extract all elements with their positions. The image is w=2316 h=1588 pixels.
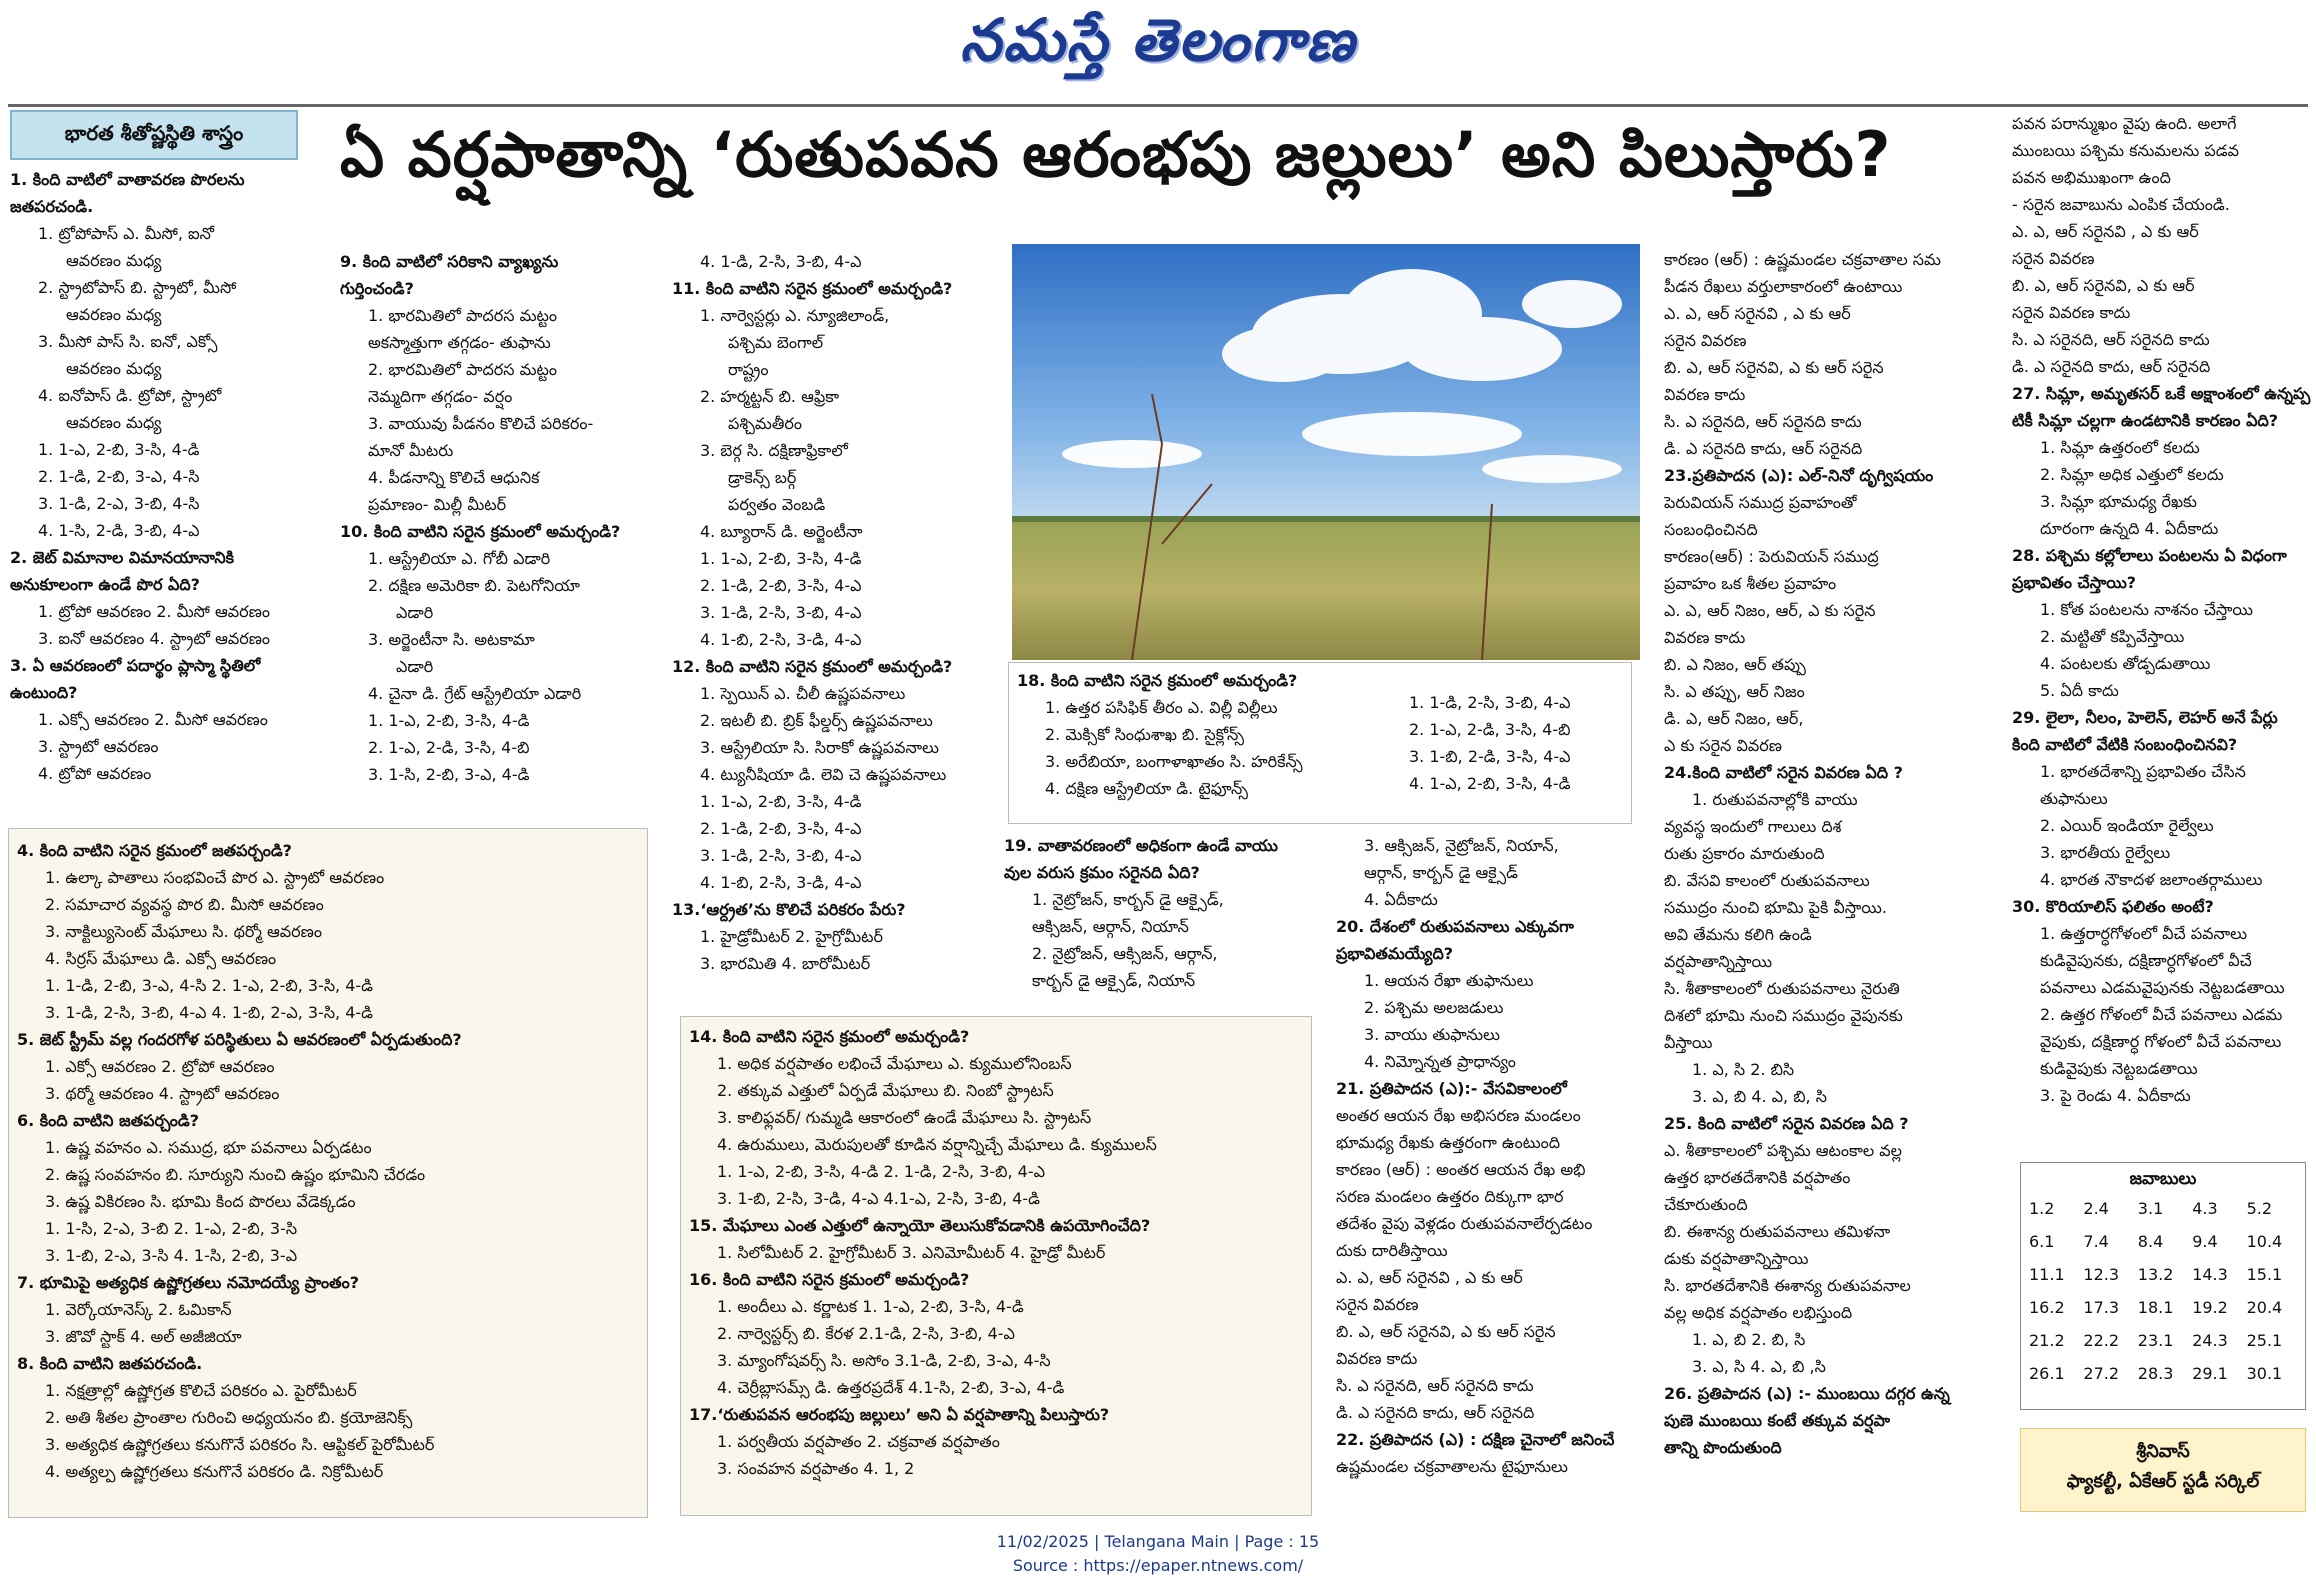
answer-item: 6.1 bbox=[2029, 1232, 2055, 1251]
text-line: 1. ఉత్తరార్ధగోళంలో వీచే పవనాలు bbox=[2040, 924, 2248, 943]
answer-item: 27.2 bbox=[2083, 1364, 2120, 1383]
text-line: 3. నాక్టిల్యుసెంట్ మేఘాలు సి. థర్మో ఆవరణం bbox=[45, 922, 322, 941]
text-line: ఎ. ఎ, ఆర్ సరైనవి , ఎ కు ఆర్ bbox=[1664, 304, 1851, 323]
text-line: 2. తక్కువ ఎత్తులో ఏర్పడే మేఘాలు బి. నింబో స్ట్రాటస్ bbox=[717, 1081, 1054, 1100]
text-line: 3. స్ట్రాటో ఆవరణం bbox=[38, 737, 159, 756]
text-line: 1. రుతుపవనాల్లోకి వాయు bbox=[1692, 790, 1858, 809]
author-name: శ్రీనివాస్ bbox=[2136, 1441, 2190, 1462]
answer-item: 14.3 bbox=[2192, 1265, 2228, 1284]
text-line: రాష్ట్రం bbox=[728, 360, 769, 379]
answer-item: 8.4 bbox=[2137, 1232, 2164, 1251]
text-line: 2. మట్టితో కప్పివేస్తాయి bbox=[2040, 627, 2185, 646]
text-line: సరైన వివరణ bbox=[2012, 249, 2095, 268]
question-line: పుణె ముంబయి కంటే తక్కువ వర్షపా bbox=[1664, 1411, 1890, 1430]
column-5 bbox=[1336, 832, 1652, 1518]
text-line: 3. సంవహన వర్షపాతం 4. 1, 2 bbox=[717, 1459, 915, 1478]
text-line: రుతు ప్రకారం మారుతుంది bbox=[1664, 844, 1825, 863]
text-line: 3. 1-డి, 2-సి, 3-బి, 4-ఎ bbox=[700, 603, 862, 622]
answer-item: 9.4 bbox=[2192, 1232, 2218, 1251]
text-line: 3. పై రెండు 4. ఏదీకాదు bbox=[2040, 1086, 2191, 1105]
question-line: 29. లైలా, నీలం, హెలెన్, లెహర్ అనే పేర్లు bbox=[2012, 708, 2278, 727]
text-line: 2. సమాచార వ్యవస్థ పొర బి. మీసో ఆవరణం bbox=[45, 895, 324, 914]
text-line: అవి తేమను కలిగి ఉండి bbox=[1664, 925, 1812, 944]
question-line: 1. కింది వాటిలో వాతావరణ పొరలను bbox=[10, 170, 245, 189]
question-line: 16. కింది వాటిని సరైన క్రమంలో అమర్చండి? bbox=[689, 1270, 970, 1289]
text-line: 4. చైనా డి. గ్రేట్ ఆస్ట్రేలియా ఎడారి bbox=[368, 684, 582, 703]
text-line: 3. 1-బి, 2-ఎ, 3-సి 4. 1-సి, 2-బి, 3-ఎ bbox=[45, 1246, 298, 1265]
text-line: డుకు వర్షపాతాన్నిస్తాయి bbox=[1664, 1249, 1809, 1268]
column-7 bbox=[2012, 110, 2312, 1156]
text-line: 1. నక్షత్రాల్లో ఉష్ణోగ్రత కొలిచే పరికరం ఎ. పైరోమీటర్ bbox=[45, 1381, 357, 1400]
text-line: సి. ఎ తప్పు, ఆర్ నిజం bbox=[1664, 682, 1805, 701]
text-line: డ్రాకెన్స్ బర్గ్ bbox=[728, 468, 797, 487]
text-line: 1. కోత పంటలను నాశనం చేస్తాయి bbox=[2040, 600, 2253, 619]
text-line: 2. మెక్సికో సింధుశాఖ బి. సైక్లోన్స్ bbox=[1045, 725, 1244, 744]
text-line: కుడివైపునకు, దక్షిణార్ధగోళంలో వీచే bbox=[2040, 951, 2252, 970]
text-line: 4. చెర్రీబ్లాసమ్స్ డి. ఉత్తరప్రదేశ్ 4.1-సి, 2-బి, 3-ఎ, 4-డి bbox=[717, 1378, 1065, 1397]
text-line: సి. ఎ సరైనది, ఆర్ సరైనది కాదు bbox=[1336, 1376, 1534, 1395]
text-line: బి. ఎ, ఆర్ సరైనవి, ఎ కు ఆర్ సరైన bbox=[1336, 1322, 1556, 1341]
text-line: ఉత్తర భారతదేశానికి వర్షపాతం bbox=[1664, 1168, 1851, 1187]
text-line: ఆక్సిజన్, ఆర్గాన్, నియాన్ bbox=[1032, 917, 1189, 936]
text-line: 3. అర్జెంటీనా సి. అటకామా bbox=[368, 630, 535, 649]
text-line: 4. 1-బి, 2-సి, 3-డి, 4-ఎ bbox=[700, 873, 862, 892]
text-line: 1. సిమ్లా ఉత్తరంలో కలదు bbox=[2040, 438, 2200, 457]
answer-item: 17.3 bbox=[2083, 1298, 2120, 1317]
text-line: 2. పశ్చిమ అలజడులు bbox=[1364, 998, 1504, 1017]
text-line: బి. ఎ, ఆర్ సరైనవి, ఎ కు ఆర్ bbox=[2012, 276, 2195, 295]
column-1 bbox=[10, 166, 340, 806]
text-line: 3. ఎ, సి 4. ఎ, బి ,సి bbox=[1692, 1357, 1826, 1376]
text-line: డి. ఎ సరైనది కాదు, ఆర్ సరైనది bbox=[1336, 1403, 1535, 1422]
question-line: 11. కింది వాటిని సరైన క్రమంలో అమర్చండి? bbox=[672, 279, 953, 298]
text-line: ఆవరణం మధ్య bbox=[66, 305, 162, 324]
text-line: భూమధ్య రేఖకు ఉత్తరంగా ఉంటుంది bbox=[1336, 1133, 1561, 1152]
text-line: దూరంగా ఉన్నది 4. ఏదీకాదు bbox=[2040, 519, 2219, 538]
text-line: 2. 1-డి, 2-బి, 3-సి, 4-ఎ bbox=[700, 819, 862, 838]
text-line: 3. భారతీయ రైల్వేలు bbox=[2040, 843, 2171, 862]
text-line: 3. మ్యాంగోషవర్స్ సి. అసోం 3.1-డి, 2-బి, 3-ఎ, 4-సి bbox=[717, 1351, 1051, 1370]
text-line: 1. సిలోమీటర్ 2. హైగ్రోమీటర్ 3. ఎనిమోమీటర్ 4. హైడ్రో మీటర్ bbox=[717, 1243, 1106, 1262]
text-line: సి. శీతాకాలంలో రుతుపవనాలు నైరుతి bbox=[1664, 979, 1900, 998]
text-line: 4. ట్యునీషియా డి. లెవి చె ఉష్ణపవనాలు bbox=[700, 765, 947, 784]
text-line: చేకూరుతుంది bbox=[1664, 1195, 1748, 1214]
text-line: 1. స్పెయిన్ ఎ. చీలీ ఉష్ణపవనాలు bbox=[700, 684, 906, 703]
question-line: తాన్ని పొందుతుంది bbox=[1664, 1438, 1782, 1457]
text-line: 1. నార్వెస్టర్లు ఎ. న్యూజిలాండ్, bbox=[700, 306, 890, 325]
text-line: 1. ట్రోపో ఆవరణం 2. మీసో ఆవరణం bbox=[38, 602, 270, 621]
landscape-photo bbox=[1012, 244, 1640, 660]
question-line: 18. కింది వాటిని సరైన క్రమంలో అమర్చండి? bbox=[1017, 671, 1298, 690]
text-line: 1. 1-ఎ, 2-బి, 3-సి, 4-డి 2. 1-డి, 2-సి, 3-బి, 4-ఎ bbox=[717, 1162, 1046, 1181]
answer-item: 28.3 bbox=[2137, 1364, 2174, 1383]
text-line: తుఫానులు bbox=[2040, 789, 2108, 808]
question-line: 19. వాతావరణంలో అధికంగా ఉండే వాయు bbox=[1004, 836, 1278, 855]
text-line: 2. 1-ఎ, 2-డి, 3-సి, 4-బి bbox=[1409, 720, 1571, 739]
text-line: సి. భారతదేశానికి ఈశాన్య రుతుపవనాల bbox=[1664, 1276, 1911, 1295]
text-line: 3. ఐనో ఆవరణం 4. స్ట్రాటో ఆవరణం bbox=[38, 629, 271, 648]
text-line: ఎ. ఎ, ఆర్ సరైనవి , ఎ కు ఆర్ bbox=[1336, 1268, 1523, 1287]
question-line: 20. దేశంలో రుతుపవనాలు ఎక్కువగా bbox=[1336, 917, 1574, 936]
column-2 bbox=[340, 248, 670, 808]
text-line: 3. జొవో స్టాక్ 4. అల్ అజీజియా bbox=[45, 1327, 242, 1346]
text-line: 3. ఉష్ణ వికిరణం సి. భూమి కింద పొరలు వేడెక్కడం bbox=[45, 1192, 356, 1211]
answer-item: 11.1 bbox=[2029, 1265, 2065, 1284]
text-line: వ్యవస్థ ఇందులో గాలులు దిశ bbox=[1664, 817, 1842, 836]
answer-item: 15.1 bbox=[2246, 1265, 2283, 1284]
question-line: 5. జెట్ స్ట్రీమ్ వల్ల గందరగోళ పరిస్థితులు ఏ ఆవరణంలో ఏర్పడుతుంది? bbox=[17, 1030, 462, 1049]
text-line: బి. ఎ నిజం, ఆర్ తప్పు bbox=[1664, 655, 1806, 674]
text-line: 3. కాలిఫ్లవర్/ గుమ్మడి ఆకారంలో ఉండే మేఘాలు సి. స్ట్రాటస్ bbox=[717, 1108, 1092, 1127]
question-box-middle bbox=[680, 1016, 1312, 1516]
answer-item: 1.2 bbox=[2029, 1199, 2055, 1218]
question-line: ఉంటుంది? bbox=[10, 683, 78, 702]
column-6 bbox=[1664, 246, 2004, 1518]
text-line: 1. ఉష్ణ వహనం ఎ. సముద్ర, భూ పవనాలు ఏర్పడటం bbox=[45, 1138, 372, 1157]
text-line: వీస్తాయి bbox=[1664, 1033, 1713, 1052]
text-line: 2. 1-డి, 2-బి, 3-ఎ, 4-సి bbox=[38, 467, 200, 486]
text-line: 4. ఐనోపాస్ డి. ట్రోపో, స్ట్రాటో bbox=[38, 386, 222, 405]
footer-source-line[interactable]: Source : https://epaper.ntnews.com/ bbox=[1012, 1556, 1304, 1575]
text-line: 1. భారమితిలో పాదరస మట్టం bbox=[368, 306, 557, 325]
author-role: ఫ్యాకల్టీ, ఏకేఆర్ స్టడీ సర్కిల్ bbox=[2066, 1471, 2260, 1492]
text-line: కారణం(ఆర్) : పెరువియన్ సముద్ర bbox=[1664, 547, 1879, 566]
text-line: 2. భారమితిలో పాదరస మట్టం bbox=[368, 360, 557, 379]
text-line: సరైన వివరణ bbox=[1664, 331, 1747, 350]
question-line: 8. కింది వాటిని జతపరచండి. bbox=[17, 1354, 203, 1373]
answer-item: 21.2 bbox=[2029, 1331, 2065, 1350]
question-line: 15. మేఘాలు ఎంత ఎత్తులో ఉన్నాయో తెలుసుకోవడానికి ఉపయోగించేది? bbox=[689, 1216, 1151, 1235]
text-line: పర్వతం వెంబడి bbox=[728, 495, 826, 514]
text-line: కుడివైపుకు నెట్టబడతాయి bbox=[2040, 1059, 2198, 1078]
text-line: వైపుకు, దక్షిణార్ధ గోళంలో వీచే పవనాలు bbox=[2040, 1032, 2282, 1051]
question-line: 22. ప్రతిపాదన (ఎ) : దక్షిణ చైనాలో జనించే bbox=[1336, 1430, 1615, 1449]
text-line: 2. నార్వెస్టర్స్ బి. కేరళ 2.1-డి, 2-సి, 3-బి, 4-ఎ bbox=[717, 1324, 1015, 1343]
text-line: వివరణ కాదు bbox=[1664, 385, 1746, 404]
text-line: 1. ఆస్ట్రేలియా ఎ. గోబీ ఎడారి bbox=[368, 549, 551, 568]
question-line: 9. కింది వాటిలో సరికాని వ్యాఖ్యను bbox=[340, 252, 559, 271]
text-line: దిశలో భూమి నుంచి సముద్రం వైపునకు bbox=[1664, 1006, 1903, 1025]
answer-item: 30.1 bbox=[2246, 1364, 2283, 1383]
answer-item: 25.1 bbox=[2246, 1331, 2283, 1350]
text-line: 5. ఏదీ కాదు bbox=[2040, 681, 2119, 700]
text-line: 1. ఎ, సి 2. బిసి bbox=[1692, 1060, 1795, 1079]
text-line: 2. ఉత్తర గోళంలో వీచే పవనాలు ఎడమ bbox=[2040, 1005, 2283, 1024]
text-line: 3. 1-సి, 2-బి, 3-ఎ, 4-డి bbox=[368, 765, 530, 784]
text-line: ఎ. ఎ, ఆర్ సరైనవి , ఎ కు ఆర్ bbox=[2012, 222, 2199, 241]
text-line: బి. వేసవి కాలంలో రుతుపవనాలు bbox=[1664, 871, 1870, 890]
text-line: 2. స్ట్రాటోపాస్ బి. స్ట్రాటో, మీసో bbox=[38, 278, 237, 297]
text-line: 3. 1-బి, 2-డి, 3-సి, 4-ఎ bbox=[1409, 747, 1571, 766]
answer-item: 26.1 bbox=[2029, 1364, 2065, 1383]
question-18-options bbox=[1409, 689, 1629, 819]
answer-item: 29.1 bbox=[2192, 1364, 2228, 1383]
answer-item: 24.3 bbox=[2192, 1331, 2228, 1350]
question-line: 24.కింది వాటిలో సరైన వివరణ ఏది ? bbox=[1664, 763, 1903, 782]
question-line: కింది వాటిలో వేటికి సంబంధించినవి? bbox=[2012, 735, 2238, 754]
text-line: ఆవరణం మధ్య bbox=[66, 413, 162, 432]
author-box bbox=[2020, 1428, 2306, 1512]
footer-date-line: 11/02/2025 | Telangana Main | Page : 15 bbox=[996, 1532, 1320, 1551]
text-line: 3. బెర్గ సి. దక్షిణాఫ్రికాలో bbox=[700, 441, 848, 460]
text-line: 4. 1-ఎ, 2-బి, 3-సి, 4-డి bbox=[1409, 774, 1571, 793]
answer-item: 12.3 bbox=[2083, 1265, 2120, 1284]
answer-item: 7.4 bbox=[2083, 1232, 2109, 1251]
text-line: పశ్చిమ బెంగాల్ bbox=[728, 333, 824, 352]
text-line: ప్రవాహం ఒక శీతల ప్రవాహం bbox=[1664, 574, 1837, 593]
text-line: 1. 1-డి, 2-బి, 3-ఎ, 4-సి 2. 1-ఎ, 2-బి, 3-సి, 4-డి bbox=[45, 976, 374, 995]
text-line: 1. ట్రోపోపాస్ ఎ. మీసో, ఐనో bbox=[38, 224, 215, 243]
text-line: బి. ఈశాన్య రుతుపవనాలు తమిళనా bbox=[1664, 1222, 1891, 1241]
text-line: సముద్రం నుంచి భూమి పైకి వీస్తాయి. bbox=[1664, 898, 1887, 917]
text-line: డి. ఎ, ఆర్ నిజం, ఆర్, bbox=[1664, 709, 1804, 728]
text-line: పశ్చిమతీరం bbox=[728, 414, 802, 433]
footer bbox=[0, 1530, 2316, 1578]
question-box-photo bbox=[1008, 662, 1632, 824]
text-line: 2. ఇటలీ బి. బ్రిక్ ఫీల్డర్స్ ఉష్ణపవనాలు bbox=[700, 711, 933, 730]
text-line: కార్బన్ డై ఆక్సైడ్, నియాన్ bbox=[1032, 971, 1196, 990]
text-line: సంబంధించినది bbox=[1664, 520, 1758, 539]
text-line: 4. 1-బి, 2-సి, 3-డి, 4-ఎ bbox=[700, 630, 862, 649]
question-line: 14. కింది వాటిని సరైన క్రమంలో అమర్చండి? bbox=[689, 1027, 970, 1046]
question-line: 4. కింది వాటిని సరైన క్రమంలో జతపర్చండి? bbox=[17, 841, 292, 860]
text-line: 4. పీడనాన్ని కొలిచే ఆధునిక bbox=[368, 468, 540, 487]
question-line: టికీ సిమ్లా చల్లగా ఉండటానికి కారణం ఏది? bbox=[2012, 411, 2279, 430]
text-line: 1. ఉత్తర పసిఫిక్ తీరం ఎ. విల్లీ విల్లీలు bbox=[1045, 698, 1278, 717]
question-line: 26. ప్రతిపాదన (ఎ) :- ముంబయి దగ్గర ఉన్న bbox=[1664, 1384, 1950, 1403]
text-line: 4. అత్యల్ప ఉష్ణోగ్రతలు కనుగొనే పరికరం డి. నిక్రోమీటర్ bbox=[45, 1462, 384, 1481]
answer-key-title: జవాబులు bbox=[2129, 1169, 2197, 1189]
question-line: 27. సిమ్లా, అమృతసర్ ఒకే అక్షాంశంలో ఉన్నప్ప bbox=[2012, 384, 2311, 403]
text-line: 3. భారమితి 4. బారోమీటర్ bbox=[700, 954, 871, 973]
text-line: ఎ. ఎ, ఆర్ నిజం, ఆర్, ఎ కు సరైన bbox=[1664, 601, 1876, 620]
question-line: ప్రభావితమయ్యేది? bbox=[1336, 944, 1454, 963]
text-line: 2. నైట్రోజన్, ఆక్సిజన్, ఆర్గాన్, bbox=[1032, 944, 1218, 963]
question-line: 21. ప్రతిపాదన (ఎ):- వేసవికాలంలో bbox=[1336, 1079, 1567, 1098]
text-line: డి. ఎ సరైనది కాదు, ఆర్ సరైనది bbox=[2012, 357, 2211, 376]
text-line: 1. హైడ్రోమీటర్ 2. హైగ్రోమీటర్ bbox=[700, 927, 883, 946]
question-line: ప్రభావితం చేస్తాయి? bbox=[2012, 573, 2137, 592]
text-line: 4. బ్యూరాన్ డి. అర్జెంటీనా bbox=[700, 522, 863, 541]
answer-item: 23.1 bbox=[2137, 1331, 2174, 1350]
text-line: 3. 1-డి, 2-సి, 3-బి, 4-ఎ 4. 1-బి, 2-ఎ, 3-సి, 4-డి bbox=[45, 1003, 374, 1022]
text-line: వర్షపాతాన్నిస్తాయి bbox=[1664, 952, 1773, 971]
answer-item: 16.2 bbox=[2029, 1298, 2065, 1317]
answer-item: 18.1 bbox=[2137, 1298, 2174, 1317]
question-line: 13.‘ఆర్ద్రత’ను కొలిచే పరికరం పేరు? bbox=[672, 900, 906, 919]
question-line: గుర్తించండి? bbox=[340, 279, 414, 298]
text-line: నెమ్మదిగా తగ్గడం- వర్షం bbox=[368, 387, 513, 406]
text-line: ఆర్గాన్, కార్బన్ డై ఆక్సైడ్ bbox=[1364, 863, 1518, 882]
text-line: 3. ఆక్సిజన్, నైట్రోజన్, నియాన్, bbox=[1364, 836, 1559, 855]
text-line: 4. ఉరుములు, మెరుపులతో కూడిన వర్షాన్నిచ్చే మేఘాలు డి. క్యుములస్ bbox=[717, 1135, 1157, 1154]
answer-item: 5.2 bbox=[2246, 1199, 2273, 1218]
text-line: 1. ఉల్కా పాతాలు సంభవించే పొర ఎ. స్ట్రాటో ఆవరణం bbox=[45, 868, 385, 887]
text-line: 4. ఏదీకాదు bbox=[1364, 890, 1438, 909]
text-line: 1. 1-సి, 2-ఎ, 3-బి 2. 1-ఎ, 2-బి, 3-సి bbox=[45, 1219, 298, 1238]
text-line: 3. ఎ, బి 4. ఎ, బి, సి bbox=[1692, 1087, 1827, 1106]
answer-item: 22.2 bbox=[2083, 1331, 2120, 1350]
answer-item: 19.2 bbox=[2192, 1298, 2228, 1317]
text-line: 3. వాయు తుఫానులు bbox=[1364, 1025, 1500, 1044]
text-line: 4. నిమ్నోన్నత ప్రాధాన్యం bbox=[1364, 1052, 1516, 1071]
question-line: 23.ప్రతిపాదన (ఎ): ఎల్-నినో దృగ్విషయం bbox=[1664, 466, 1934, 485]
text-line: 4. 1-డి, 2-సి, 3-బి, 4-ఎ bbox=[700, 252, 862, 271]
text-line: వివరణ కాదు bbox=[1336, 1349, 1418, 1368]
column-4 bbox=[1004, 832, 1346, 1002]
question-line: అనుకూలంగా ఉండే పొర ఏది? bbox=[10, 575, 200, 594]
answer-key-grid bbox=[2021, 1193, 2305, 1383]
text-line: 2. 1-డి, 2-బి, 3-సి, 4-ఎ bbox=[700, 576, 862, 595]
question-line: 7. భూమిపై అత్యధిక ఉష్ణోగ్రతలు నమోదయ్యే ప్రాంతం? bbox=[17, 1273, 360, 1292]
question-line: 17.‘రుతుపవన ఆరంభపు జల్లులు’ అని ఏ వర్షపాతాన్ని పిలుస్తారు? bbox=[689, 1405, 1110, 1424]
answer-item: 20.4 bbox=[2246, 1298, 2283, 1317]
text-line: 1. 1-ఎ, 2-బి, 3-సి, 4-డి bbox=[700, 792, 862, 811]
question-18-text bbox=[1017, 667, 1407, 817]
column-3 bbox=[672, 248, 1008, 1008]
question-line: జతపరచండి. bbox=[10, 197, 94, 216]
text-line: 2. దక్షిణ అమెరికా బి. పెటగోనియా bbox=[368, 576, 580, 595]
question-line: 10. కింది వాటిని సరైన క్రమంలో అమర్చండి? bbox=[340, 522, 621, 541]
text-line: 3. ఆస్ట్రేలియా సి. సిరాకో ఉష్ణపవనాలు bbox=[700, 738, 939, 757]
text-line: డి. ఎ సరైనది కాదు, ఆర్ సరైనది bbox=[1664, 439, 1863, 458]
text-line: 2. అతి శీతల ప్రాంతాల గురించి అధ్యయనం బి. క్రయోజెనిక్స్ bbox=[45, 1408, 413, 1427]
text-line: 3. 1-డి, 2-ఎ, 3-బి, 4-సి bbox=[38, 494, 200, 513]
text-line: అంతర ఆయన రేఖ అభిసరణ మండలం bbox=[1336, 1106, 1581, 1125]
masthead bbox=[0, 0, 2316, 96]
text-line: 4. ట్రోపో ఆవరణం bbox=[38, 764, 152, 783]
text-line: కారణం (ఆర్) : ఉష్ణమండల చక్రవాతాల సమ bbox=[1664, 250, 1941, 269]
text-line: 1. భారతదేశాన్ని ప్రభావితం చేసిన bbox=[2040, 762, 2246, 781]
text-line: సి. ఎ సరైనది, ఆర్ సరైనది కాదు bbox=[2012, 330, 2210, 349]
text-line: 3. సిమ్లా భూమధ్య రేఖకు bbox=[2040, 492, 2197, 511]
text-line: సి. ఎ సరైనది, ఆర్ సరైనది కాదు bbox=[1664, 412, 1862, 431]
answer-item: 2.4 bbox=[2083, 1199, 2109, 1218]
text-line: 1. ఎక్సో ఆవరణం 2. ట్రోపో ఆవరణం bbox=[45, 1057, 275, 1076]
text-line: ప్రమాణం- మిల్లీ మీటర్ bbox=[368, 495, 507, 514]
answer-item: 3.1 bbox=[2137, 1199, 2164, 1218]
text-line: 2. హర్మట్టన్ బి. ఆఫ్రికా bbox=[700, 387, 840, 406]
text-line: తదేశం వైపు వెళ్లడం రుతుపవనాలేర్పడటం bbox=[1336, 1214, 1593, 1233]
answer-item: 10.4 bbox=[2246, 1232, 2283, 1251]
text-line: వివరణ కాదు bbox=[1664, 628, 1746, 647]
text-line: 1. అధిక వర్షపాతం లభించే మేఘాలు ఎ. క్యుములోనింబస్ bbox=[717, 1054, 1072, 1073]
text-line: బి. ఎ, ఆర్ సరైనవి, ఎ కు ఆర్ సరైన bbox=[1664, 358, 1884, 377]
text-line: 2. సిమ్లా అధిక ఎత్తులో కలదు bbox=[2040, 465, 2224, 484]
text-line: సరణ మండలం ఉత్తరం దిక్కుగా భార bbox=[1336, 1187, 1564, 1206]
text-line: 4. 1-సి, 2-డి, 3-బి, 4-ఎ bbox=[38, 521, 200, 540]
text-line: మానో మీటరు bbox=[368, 441, 454, 460]
text-line: 1. వెర్కోయానెస్క్ 2. ఓమికాన్ bbox=[45, 1300, 232, 1319]
text-line: 4. సిర్రస్ మేఘాలు డి. ఎక్సో ఆవరణం bbox=[45, 949, 277, 968]
text-line: పవనాలు ఎడమవైపునకు నెట్టబడతాయి bbox=[2040, 978, 2285, 997]
text-line: 3. థర్మో ఆవరణం 4. స్ట్రాటో ఆవరణం bbox=[45, 1084, 280, 1103]
text-line: పీడన రేఖలు వర్తులాకారంలో ఉంటాయి bbox=[1664, 277, 1903, 296]
text-line: 1. పర్వతీయ వర్షపాతం 2. చక్రవాత వర్షపాతం bbox=[717, 1432, 1000, 1451]
text-line: పవన అభిముఖంగా ఉంది bbox=[2012, 168, 2171, 187]
text-line: సరైన వివరణ కాదు bbox=[2012, 303, 2131, 322]
text-line: 1. ఆయన రేఖా తుఫానులు bbox=[1364, 971, 1534, 990]
text-line: 1. ఎక్సో ఆవరణం 2. మీసో ఆవరణం bbox=[38, 710, 268, 729]
text-line: ఎడారి bbox=[396, 657, 434, 676]
text-line: పవన పరాన్ముఖం వైపు ఉంది. అలాగే bbox=[2012, 114, 2237, 133]
text-line: వల్ల అధిక వర్షపాతం లభిస్తుంది bbox=[1664, 1303, 1853, 1322]
text-line: 1. 1-ఎ, 2-బి, 3-సి, 4-డి bbox=[700, 549, 862, 568]
text-line: 1. నైట్రోజన్, కార్బన్ డై ఆక్సైడ్, bbox=[1032, 890, 1224, 909]
text-line: 3. 1-బి, 2-సి, 3-డి, 4-ఎ 4.1-ఎ, 2-సి, 3-బి, 4-డి bbox=[717, 1189, 1040, 1208]
question-line: వుల వరుస క్రమం సరైనది ఏది? bbox=[1004, 863, 1200, 882]
question-box-left bbox=[8, 828, 648, 1518]
text-line: ఎడారి bbox=[396, 603, 434, 622]
text-line: అకస్మాత్తుగా తగ్గడం- తుఫాను bbox=[368, 333, 551, 352]
text-line: 1. 1-ఎ, 2-బి, 3-సి, 4-డి bbox=[38, 440, 200, 459]
text-line: సరైన వివరణ bbox=[1336, 1295, 1419, 1314]
text-line: 2. ఉష్ణ సంవహనం బి. సూర్యుని నుంచి ఉష్ణం భూమిని చేరడం bbox=[45, 1165, 426, 1184]
text-line: ఆవరణం మధ్య bbox=[66, 251, 162, 270]
question-line: 25. కింది వాటిలో సరైన వివరణ ఏది ? bbox=[1664, 1114, 1909, 1133]
top-rule bbox=[8, 104, 2308, 107]
question-line: 30. కొరియాలిస్ ఫలితం అంటే? bbox=[2012, 897, 2214, 916]
text-line: ఉష్ణమండల చక్రవాతాలను టైఫూనులు bbox=[1336, 1457, 1568, 1476]
text-line: ఆవరణం మధ్య bbox=[66, 359, 162, 378]
question-box-left-text bbox=[17, 837, 641, 1509]
text-line: 4. భారత నౌకాదళ జలాంతర్గాములు bbox=[2040, 870, 2263, 889]
text-line: 4. దక్షిణ ఆస్ట్రేలియా డి. టైఫూన్స్ bbox=[1045, 779, 1248, 798]
text-line: 3. వాయువు పీడనం కొలిచే పరికరం- bbox=[368, 414, 594, 433]
text-line: 3. అత్యధిక ఉష్ణోగ్రతలు కనుగొనే పరికరం సి. ఆప్టికల్ పైరోమీటర్ bbox=[45, 1435, 435, 1454]
text-line: 3. అరేబియా, బంగాళాఖాతం సి. హరికేన్స్ bbox=[1045, 752, 1303, 771]
question-box-middle-text bbox=[689, 1023, 1305, 1511]
headline: ఏ వర్షపాతాన్ని ‘రుతుపవన ఆరంభపు జల్లులు’ అని పిలుస్తారు? bbox=[340, 118, 1892, 191]
text-line: 4. పంటలకు తోడ్పడుతాయి bbox=[2040, 654, 2211, 673]
text-line: 1. 1-డి, 2-సి, 3-బి, 4-ఎ bbox=[1409, 693, 1571, 712]
text-line: 1. 1-ఎ, 2-బి, 3-సి, 4-డి bbox=[368, 711, 530, 730]
text-line: 1. అందీలు ఎ. కర్ణాటక 1. 1-ఎ, 2-బి, 3-సి, 4-డి bbox=[717, 1297, 1024, 1316]
question-line: 28. పశ్చిమ కల్లోలాలు పంటలను ఏ విధంగా bbox=[2012, 546, 2287, 565]
question-line: 12. కింది వాటిని సరైన క్రమంలో అమర్చండి? bbox=[672, 657, 953, 676]
question-line: 2. జెట్ విమానాల విమానయానానికి bbox=[10, 548, 234, 567]
masthead-title: నమస్తే తెలంగాణ bbox=[960, 6, 1356, 74]
question-line: 6. కింది వాటిని జతపర్చండి? bbox=[17, 1111, 200, 1130]
question-line: 3. ఏ ఆవరణంలో పదార్థం ప్లాస్మా స్థితిలో bbox=[10, 656, 261, 675]
text-line: - సరైన జవాబును ఎంపిక చేయండి. bbox=[2012, 195, 2230, 214]
text-line: ఎ. శీతాకాలంలో పశ్చిమ ఆటంకాల వల్ల bbox=[1664, 1141, 1903, 1160]
text-line: కారణం (ఆర్) : అంతర ఆయన రేఖ అభి bbox=[1336, 1160, 1586, 1179]
text-line: దుకు దారితీస్తాయి bbox=[1336, 1241, 1448, 1260]
text-line: 3. 1-డి, 2-సి, 3-బి, 4-ఎ bbox=[700, 846, 862, 865]
text-line: పెరువియన్ సముద్ర ప్రవాహంతో bbox=[1664, 493, 1857, 512]
text-line: ఎ కు సరైన వివరణ bbox=[1664, 736, 1782, 755]
answer-item: 4.3 bbox=[2192, 1199, 2218, 1218]
answer-key bbox=[2020, 1162, 2306, 1410]
text-line: 3. మీసో పాస్ సి. ఐనో, ఎక్సో bbox=[38, 332, 218, 351]
answer-item: 13.2 bbox=[2137, 1265, 2174, 1284]
text-line: ముంబయి పశ్చిమ కనుమలను పడవ bbox=[2012, 141, 2240, 160]
section-tag: భారత శీతోష్ణస్థితి శాస్త్రం bbox=[10, 110, 298, 160]
text-line: 1. ఎ, బి 2. బి, సి bbox=[1692, 1330, 1806, 1349]
grassland-image bbox=[1012, 244, 1640, 660]
text-line: 2. 1-ఎ, 2-డి, 3-సి, 4-బి bbox=[368, 738, 530, 757]
text-line: 2. ఎయిర్ ఇండియా రైల్వేలు bbox=[2040, 816, 2214, 835]
